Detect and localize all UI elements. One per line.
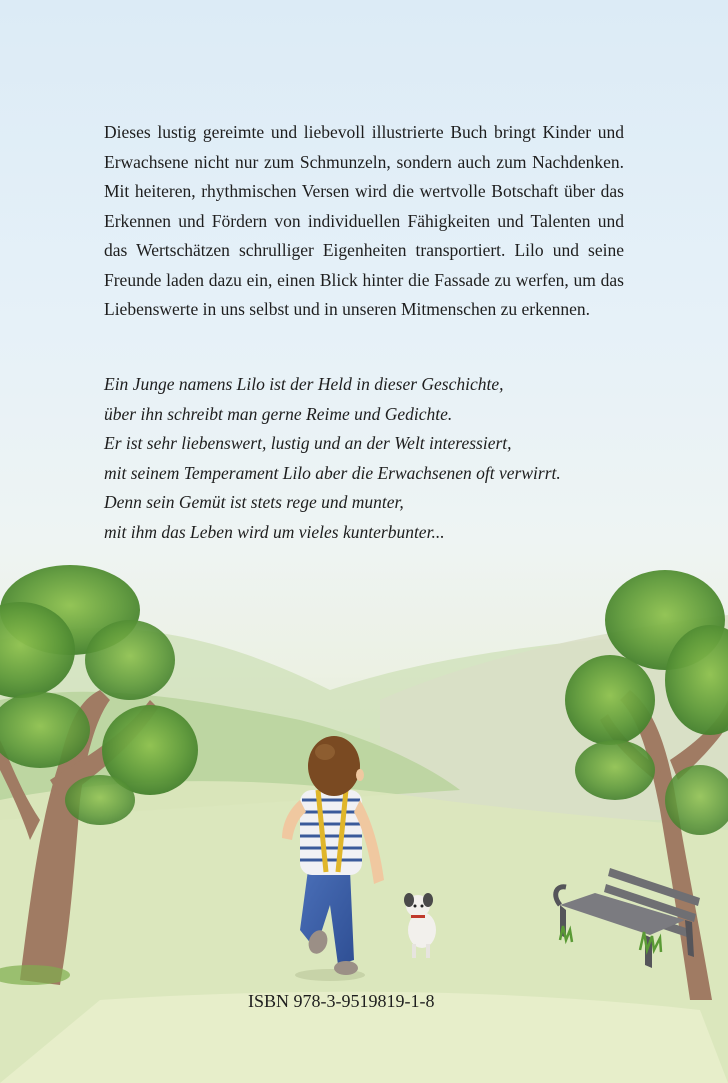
verse-excerpt — [104, 370, 624, 547]
verse-line: mit seinem Temperament Lilo aber die Erwachsenen oft verwirrt. — [104, 462, 561, 483]
verse-line: Er ist sehr liebenswert, lustig und an der Welt interessiert, — [104, 433, 512, 453]
verse-line: mit ihm das Leben wird um vieles kunterbunter... — [104, 521, 445, 542]
verse-line: Denn sein Gemüt ist stets rege und munter, — [104, 492, 404, 512]
back-cover-blurb: Dieses lustig gereimte und liebevoll illustrierte Buch bringt Kinder und Erwachsene nicht nur zum Schmunzeln, sondern auch zum Nachdenken. Mit heiteren, rhythmischen Versen wird die wertvolle Botschaft über das Erkennen und Fördern von individuellen Fähigkeiten und Talenten und das Wertschätzen schrulliger Eigenheiten transportiert. Lilo und seine Freunde laden dazu ein, einen Blick hinter die Fassade zu werfen, um das Liebenswerte in uns selbst und in unseren Mitmenschen zu erkennen. — [104, 122, 624, 319]
isbn-number: ISBN 978-3-9519819-1-8 — [248, 991, 435, 1011]
verse-line: über ihn schreibt man gerne Reime und Gedichte. — [104, 403, 453, 424]
verse-line: Ein Junge namens Lilo ist der Held in dieser Geschichte, — [104, 374, 504, 394]
